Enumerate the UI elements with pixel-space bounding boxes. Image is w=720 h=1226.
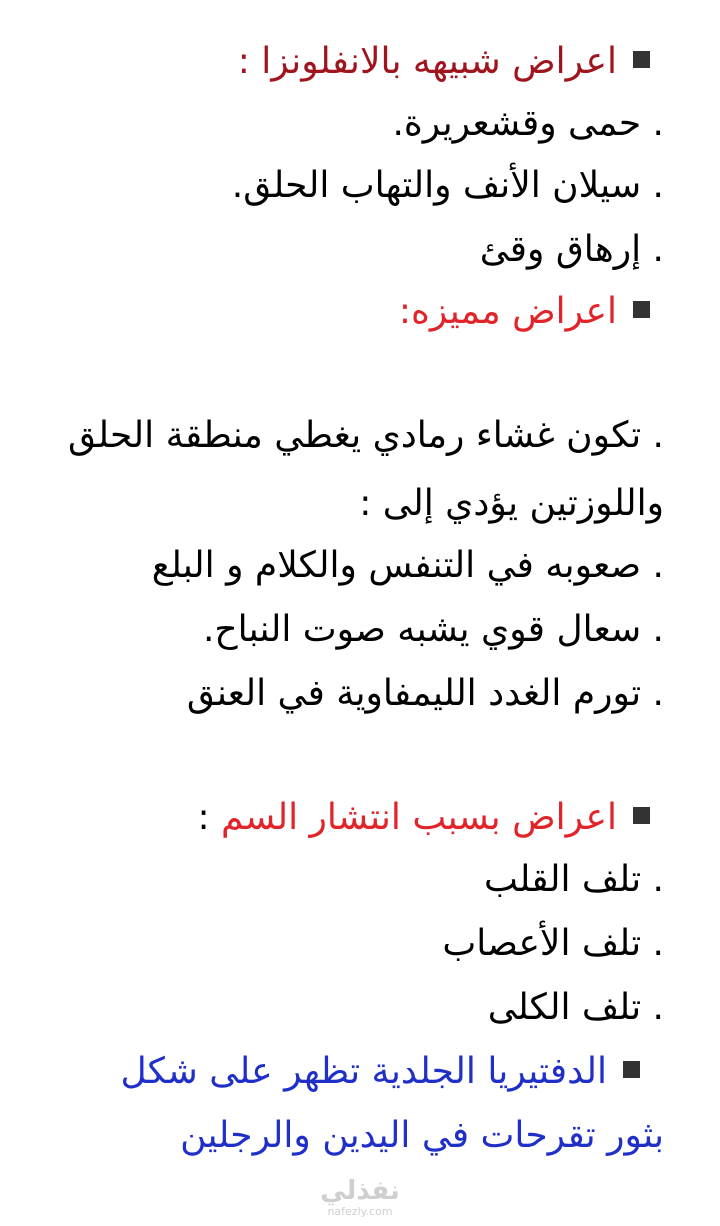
list-item: . تكون غشاء رمادي يغطي منطقة الحلق	[68, 415, 664, 456]
square-bullet-icon	[633, 51, 650, 68]
skin-diphtheria-line-2: بثور تقرحات في اليدين والرجلين	[180, 1115, 664, 1156]
skin-diphtheria-text-1: الدفتيريا الجلدية تظهر على شكل	[120, 1051, 607, 1092]
list-item: . سيلان الأنف والتهاب الحلق.	[231, 165, 664, 206]
square-bullet-icon	[633, 807, 650, 824]
list-item: . تلف القلب	[484, 859, 664, 900]
heading-colon: :	[197, 797, 210, 838]
list-item: . سعال قوي يشبه صوت النباح.	[202, 609, 664, 650]
list-item: . صعوبه في التنفس والكلام و البلع	[151, 545, 664, 586]
heading-flu-like-text: اعراض شبيهه بالانفلونزا :	[237, 41, 617, 82]
heading-flu-like	[237, 41, 650, 82]
list-item: . إرهاق وقئ	[479, 229, 664, 270]
heading-distinctive-text: اعراض مميزه:	[398, 291, 617, 332]
heading-distinctive	[398, 291, 650, 332]
watermark-logo	[315, 1178, 405, 1217]
list-item: . حمى وقشعريرة.	[392, 103, 664, 144]
watermark-arabic: نفذلي	[320, 1176, 400, 1206]
list-item: . تلف الأعصاب	[442, 923, 664, 964]
list-item: . تورم الغدد الليمفاوية في العنق	[186, 673, 664, 714]
heading-toxin-spread	[197, 797, 650, 838]
list-item-continuation: واللوزتين يؤدي إلى :	[359, 483, 664, 524]
list-item: . تلف الكلى	[487, 987, 664, 1028]
square-bullet-icon	[633, 301, 650, 318]
heading-toxin-spread-text: اعراض بسبب انتشار السم	[221, 797, 617, 838]
skin-diphtheria-line-1	[120, 1051, 641, 1092]
square-bullet-icon	[623, 1061, 640, 1078]
watermark-latin: nafezly.com	[327, 1205, 393, 1218]
